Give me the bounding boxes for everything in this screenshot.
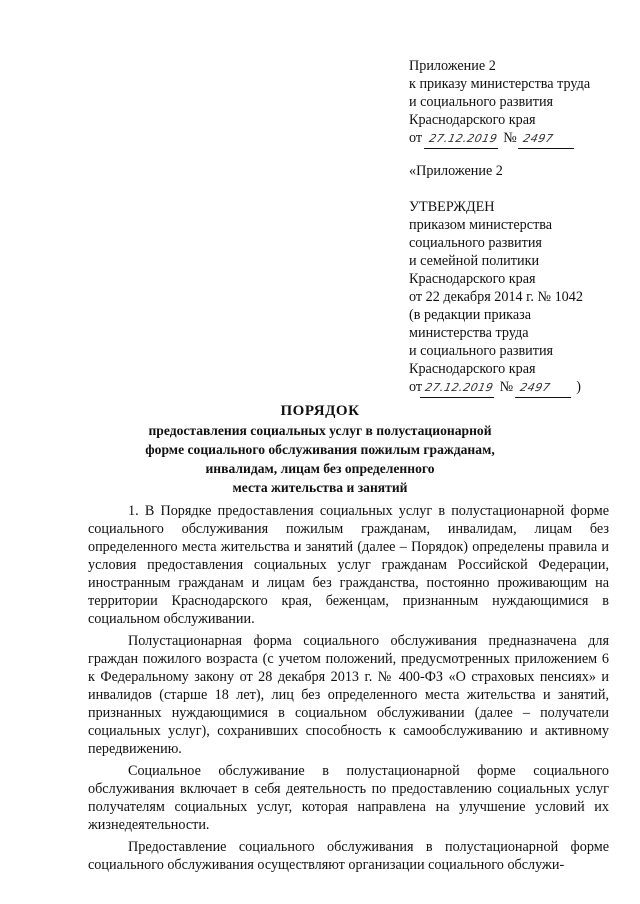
- appendix-old-line: министерства труда: [409, 325, 529, 341]
- approved-stamp-text: УТВЕРЖДЕН: [409, 199, 495, 215]
- order-number-label: №: [503, 130, 517, 146]
- appendix-line: к приказу министерства труда: [409, 76, 591, 92]
- order-prefix: от: [409, 379, 423, 395]
- document-subtitle-line: форме социального обслуживания пожилым гражданам,: [145, 442, 495, 457]
- order-number-label: №: [499, 379, 514, 395]
- body-paragraph: Социальное обслуживание в полустационарной форме социального обслуживания включает в себя деятельность по предоставлению социальных услуг получателям социальных услуг, которая направлена на улучшение условий их жизнедеятельности.: [88, 763, 609, 833]
- closing-paren: ): [576, 379, 582, 395]
- document-subtitle-line: предоставления социальных услуг в полустационарной: [148, 423, 492, 438]
- appendix-old-line: от 22 декабря 2014 г. № 1042: [409, 289, 583, 305]
- document-body: [88, 502, 609, 878]
- appendix-line: и социального развития: [409, 94, 554, 110]
- appendix-old-line: (в редакции приказа: [409, 307, 532, 323]
- order-line-old: [409, 378, 634, 398]
- document-title: ПОРЯДОК: [280, 403, 360, 419]
- appendix-block: [409, 57, 634, 398]
- appendix-old-line: Краснодарского края: [409, 271, 536, 287]
- appendix-line: Краснодарского края: [409, 112, 536, 128]
- body-paragraph: Предоставление социального обслуживания в полустационарной форме социального обслуживания осуществляют организации социального обслужи-: [88, 839, 609, 873]
- handwritten-number: 2497: [518, 130, 578, 149]
- document-subtitle-line: места жительства и занятий: [232, 480, 408, 495]
- appendix-old-line: и социального развития: [409, 343, 554, 359]
- appendix-old-line: Краснодарского края: [409, 361, 536, 377]
- appendix-old-title: «Приложение 2: [409, 163, 503, 179]
- order-line: [409, 129, 634, 149]
- document-title-block: [60, 401, 580, 497]
- body-paragraph: Полустационарная форма социального обслуживания предназначена для граждан пожилого возраста (с учетом положений, предусмотренных приложением 6 к Федеральному закону от 28 декабря 2013 г. № 400-ФЗ «О страховых пенсиях» и инвалидов (старше 18 лет), лиц без определенного места жительства и занятий, признанных нуждающимися в социальном обслуживании (далее – получатели социальных услуг), сохранивших способность к самообслуживанию и активному передвижению.: [88, 633, 609, 757]
- appendix-old-line: приказом министерства: [409, 217, 553, 233]
- handwritten-date: 27.12.2019: [424, 130, 502, 149]
- document-subtitle-line: инвалидам, лицам без определенного: [205, 461, 435, 476]
- handwritten-date: 27.12.2019: [420, 379, 498, 398]
- appendix-old-line: социального развития: [409, 235, 542, 251]
- handwritten-number: 2497: [515, 379, 575, 398]
- order-prefix: от: [409, 130, 423, 146]
- body-paragraph: 1. В Порядке предоставления социальных услуг в полустационарной форме социального обслуживания пожилым гражданам, инвалидам, лицам без определенного места жительства и занятий (далее – Порядок) определены правила и условия предоставления социальных услуг гражданам Российской Федерации, иностранным гражданам и лицам без гражданства, постоянно проживающим на территории Краснодарского края, беженцам, признанным нуждающимися в социальном обслуживании.: [88, 503, 609, 627]
- appendix-line: Приложение 2: [409, 58, 496, 74]
- appendix-old-line: и семейной политики: [409, 253, 540, 269]
